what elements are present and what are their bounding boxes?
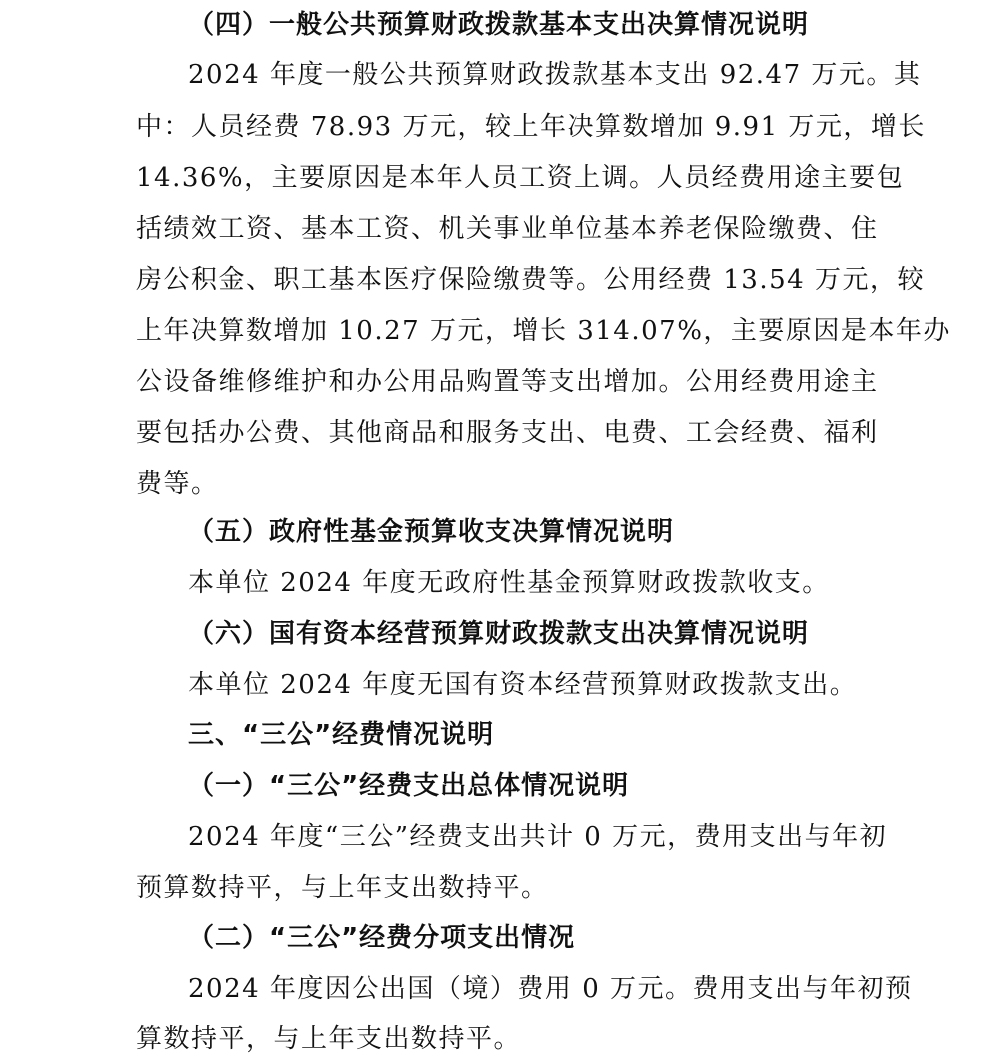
section-4-heading: （四）一般公共预算财政拨款基本支出决算情况说明 bbox=[188, 10, 810, 40]
paragraph-line: 房公积金、职工基本医疗保险缴费等。公用经费 13.54 万元，较 bbox=[136, 265, 925, 295]
paragraph-line: 预算数持平，与上年支出数持平。 bbox=[136, 873, 549, 903]
paragraph-line: 算数持平，与上年支出数持平。 bbox=[136, 1024, 522, 1054]
paragraph-line: 本单位 2024 年度无政府性基金预算财政拨款收支。 bbox=[188, 568, 830, 598]
section-6-heading: （六）国有资本经营预算财政拨款支出决算情况说明 bbox=[188, 619, 810, 649]
paragraph-line: 中：人员经费 78.93 万元，较上年决算数增加 9.91 万元，增长 bbox=[136, 112, 926, 142]
subsection-2-heading: （二）“三公”经费分项支出情况 bbox=[188, 923, 576, 953]
paragraph-line: 公设备维修维护和办公用品购置等支出增加。公用经费用途主 bbox=[136, 367, 879, 397]
part-3-heading: 三、“三公”经费情况说明 bbox=[188, 720, 495, 750]
subsection-1-heading: （一）“三公”经费支出总体情况说明 bbox=[188, 771, 630, 801]
paragraph-line: 14.36%，主要原因是本年人员工资上调。人员经费用途主要包 bbox=[136, 163, 905, 193]
section-5-heading: （五）政府性基金预算收支决算情况说明 bbox=[188, 517, 675, 547]
paragraph-line: 2024 年度一般公共预算财政拨款基本支出 92.47 万元。其 bbox=[188, 60, 922, 90]
paragraph-line: 费等。 bbox=[136, 469, 219, 499]
paragraph-line: 本单位 2024 年度无国有资本经营预算财政拨款支出。 bbox=[188, 670, 858, 700]
paragraph-line: 要包括办公费、其他商品和服务支出、电费、工会经费、福利 bbox=[136, 418, 879, 448]
paragraph-line: 2024 年度“三公”经费支出共计 0 万元，费用支出与年初 bbox=[188, 822, 888, 852]
paragraph-line: 2024 年度因公出国（境）费用 0 万元。费用支出与年初预 bbox=[188, 974, 913, 1004]
paragraph-line: 括绩效工资、基本工资、机关事业单位基本养老保险缴费、住 bbox=[136, 214, 879, 244]
paragraph-line: 上年决算数增加 10.27 万元，增长 314.07%，主要原因是本年办 bbox=[136, 316, 951, 346]
